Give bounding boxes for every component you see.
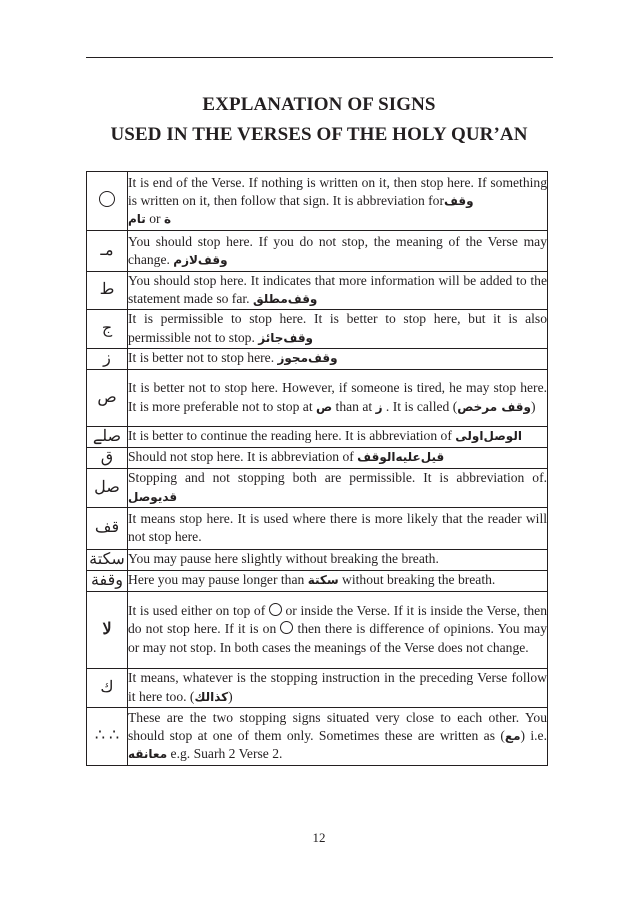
explanation-cell	[128, 348, 548, 369]
explanation-cell	[128, 591, 548, 668]
sign-glyph: سكتة	[89, 550, 125, 568]
arabic-term: وقف‌مجوز	[277, 351, 338, 366]
arabic-term: الوصل‌اولى	[455, 429, 522, 444]
sign-glyph: قف	[94, 519, 120, 537]
sign-glyph: صلے	[92, 427, 122, 445]
sign-cell	[87, 549, 128, 570]
sign-glyph: لا	[102, 620, 112, 638]
explanation-text: You may pause here slightly without breaking the breath.	[128, 551, 439, 567]
table-row	[87, 369, 548, 426]
explanation-cell	[128, 369, 548, 426]
sign-cell	[87, 172, 128, 231]
table-row	[87, 426, 548, 447]
table-row	[87, 172, 548, 231]
explanation-text: You should stop here. If you do not stop, the meaning of the Verse may change.	[128, 233, 547, 267]
sign-cell	[87, 309, 128, 348]
explanation-cell	[128, 668, 548, 707]
arabic-term: ص	[316, 399, 333, 414]
page-subtitle: USED IN THE VERSES OF THE HOLY QUR’AN	[110, 124, 528, 145]
explanation-cell	[128, 426, 548, 447]
explanation-text: It is better to continue the reading here. It is abbreviation of	[128, 428, 456, 444]
table-row	[87, 231, 548, 272]
sign-cell	[87, 468, 128, 507]
sign-cell	[87, 570, 128, 591]
explanation-text: It is better not to stop here. However, if someone is tired, he may stop here. It is more preferable not to stop at	[128, 380, 547, 414]
arabic-term: ز	[375, 399, 383, 414]
table-row	[87, 309, 548, 348]
explanation-text: It means stop here. It is used where there is more likely that the reader will not stop here.	[128, 510, 547, 545]
explanation-cell	[128, 570, 548, 591]
explanation-text: ) i.e.	[520, 727, 547, 743]
table-row	[87, 707, 548, 765]
explanation-text: It is better not to stop here.	[128, 350, 278, 366]
explanation-text: Here you may pause longer than	[128, 572, 308, 588]
sign-glyph: وقفة	[90, 571, 124, 589]
sign-glyph: ص	[97, 388, 117, 406]
table-row	[87, 570, 548, 591]
arabic-term: وقف‌مطلق	[252, 292, 318, 307]
explanation-cell	[128, 507, 548, 549]
arabic-term: قديوصل	[128, 489, 178, 504]
explanation-cell	[128, 549, 548, 570]
table-row	[87, 507, 548, 549]
explanation-text: . It is called (	[382, 398, 458, 414]
explanation-text: It means, whatever is the stopping instruction in the preceding Verse follow it here too. (	[128, 670, 547, 704]
explanation-text: Stopping and not stopping both are permissible. It is abbreviation of.	[128, 470, 547, 486]
table-row	[87, 272, 548, 310]
page-title: EXPLANATION OF SIGNS	[202, 94, 436, 115]
sign-glyph: صل	[94, 478, 120, 496]
sign-glyph: ق	[100, 448, 114, 466]
table-row	[87, 468, 548, 507]
explanation-text: or inside the Verse. If it is inside the Verse, then do not stop here. If it is on	[128, 603, 547, 637]
explanation-text: You should stop here. It indicates that more information will be added to the statement made so far.	[128, 273, 547, 307]
sign-cell	[87, 507, 128, 549]
arabic-term: كذالك	[194, 689, 229, 704]
explanation-text: )	[228, 688, 233, 704]
table-row	[87, 348, 548, 369]
sign-cell	[87, 447, 128, 468]
sign-glyph: ك	[100, 678, 114, 696]
sign-glyph: ز	[103, 349, 111, 367]
explanation-text: )	[530, 398, 536, 414]
explanation-text: Should not stop here. It is abbreviation of	[128, 449, 358, 465]
explanation-text: without breaking the breath.	[338, 572, 496, 588]
circle-icon	[269, 603, 282, 616]
sign-cell	[87, 668, 128, 707]
explanation-text: It is used either on top of	[128, 603, 269, 619]
circle-icon	[99, 191, 115, 207]
explanation-text: These are the two stopping signs situated very close to each other. You should stop at one of them only. Sometimes these are written as (	[128, 709, 547, 743]
sign-cell	[87, 426, 128, 447]
arabic-term: وقف مرخص	[457, 399, 531, 414]
signs-table	[86, 171, 548, 766]
explanation-cell	[128, 272, 548, 310]
explanation-cell	[128, 707, 548, 765]
arabic-term: وقف	[444, 193, 474, 208]
arabic-term: وقف‌لازم	[173, 253, 228, 267]
explanation-cell	[128, 309, 548, 348]
circle-icon	[280, 621, 293, 634]
sign-cell	[87, 231, 128, 272]
sign-glyph: مـ	[100, 242, 114, 259]
explanation-text: or	[145, 211, 164, 227]
table-row	[87, 591, 548, 668]
mu-anaqa-sign-icon: ∴ ∴	[94, 727, 120, 745]
explanation-text: e.g. Suarh 2 Verse 2.	[167, 746, 283, 762]
sign-cell	[87, 591, 128, 668]
explanation-text: It is permissible to stop here. It is better to stop here, but it is also permissible not to stop.	[128, 311, 547, 345]
arabic-term: قيل‌عليه‌الوقف	[357, 450, 445, 465]
sign-cell	[87, 369, 128, 426]
arabic-term: سكتة	[307, 573, 339, 588]
arabic-term: ة	[163, 212, 172, 227]
explanation-text: than at	[332, 398, 376, 414]
arabic-term: معانقه	[128, 747, 168, 762]
sign-cell	[87, 272, 128, 310]
explanation-cell	[128, 231, 548, 272]
sign-cell	[87, 348, 128, 369]
table-row	[87, 447, 548, 468]
explanation-cell	[128, 172, 548, 231]
sign-cell	[87, 707, 128, 765]
sign-glyph: ج	[101, 319, 113, 337]
explanation-text: then there is difference of opinions. You may or may not stop. In both cases the meanings of the Verse does not change.	[128, 621, 548, 655]
page-number: 12	[312, 830, 326, 845]
arabic-term: تام	[128, 212, 146, 227]
top-rule	[86, 57, 553, 58]
table-row	[87, 668, 548, 707]
sign-glyph: ط	[99, 281, 115, 299]
arabic-term: وقف‌جائز	[258, 330, 314, 345]
explanation-cell	[128, 447, 548, 468]
arabic-term: مع	[504, 728, 521, 743]
explanation-text: It is end of the Verse. If nothing is written on it, then stop here. If something is written on it, then follow that sign. It is abbreviation for	[128, 174, 547, 208]
table-row	[87, 549, 548, 570]
explanation-cell	[128, 468, 548, 507]
